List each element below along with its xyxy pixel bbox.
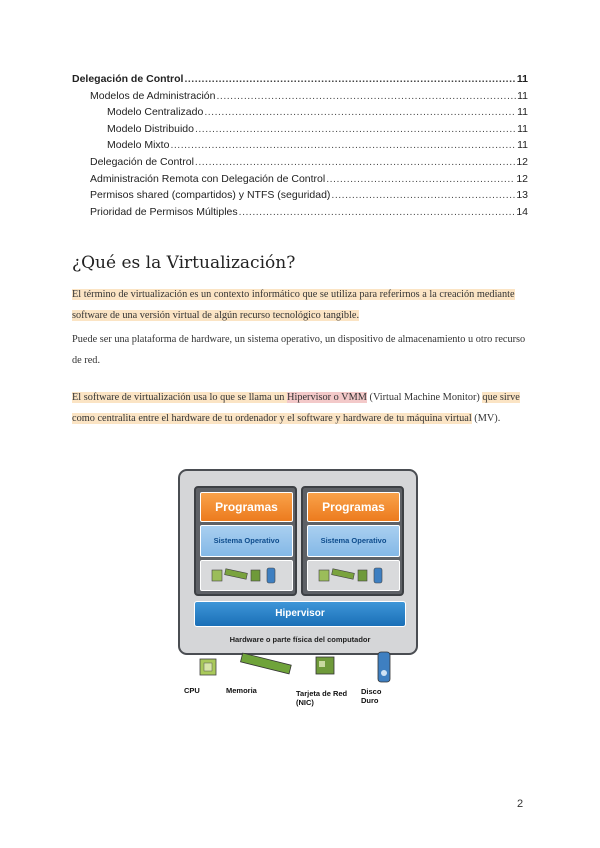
hardware-container — [178, 469, 418, 655]
programs-block: Programas — [200, 492, 293, 522]
toc-entry[interactable] — [72, 73, 528, 90]
toc-entry-label: Delegación de Control — [90, 155, 194, 168]
toc-entry[interactable] — [72, 173, 528, 190]
toc-leader-dots — [184, 73, 515, 85]
toc-leader-dots — [195, 123, 516, 135]
os-block: Sistema Operativo — [307, 525, 400, 557]
physical-components-icons — [178, 649, 423, 689]
memory-label: Memoria — [226, 686, 257, 695]
toc-leader-dots — [216, 90, 516, 102]
toc-entry-label: Prioridad de Permisos Múltiples — [90, 205, 238, 218]
toc-entry-page: 11 — [517, 89, 528, 102]
toc-entry[interactable] — [72, 156, 528, 173]
virtual-hardware-icons — [201, 561, 292, 590]
toc-entry[interactable] — [72, 206, 528, 223]
toc-entry[interactable] — [72, 189, 528, 206]
toc-entry-page: 14 — [516, 205, 528, 218]
nic-icon — [316, 657, 334, 674]
paragraph-hypervisor: El software de virtualización usa lo que se llama un Hipervisor o VMM (Virtual Machine Monitor) que sirve como centralita entre el hardware de tu ordenador y el software y hardware de tu máquina virtual (MV). — [72, 392, 520, 424]
memory-icon — [241, 653, 292, 674]
virtual-hardware-icons — [308, 561, 399, 590]
toc-entry-label: Permisos shared (compartidos) y NTFS (seguridad) — [90, 189, 331, 202]
programs-block: Programas — [307, 492, 400, 522]
table-of-contents — [72, 73, 528, 222]
paragraph-definition: El término de virtualización es un contexto informático que se utiliza para referirnos a la creación mediante software de una versión virtual de algún recurso tecnológico tangible. — [72, 289, 515, 321]
hard-disk-icon — [378, 652, 390, 682]
toc-entry-page: 13 — [516, 189, 528, 202]
hypervisor-block: Hipervisor — [194, 601, 406, 627]
toc-entry-label: Administración Remota con Delegación de Control — [90, 172, 326, 185]
paragraph-examples: Puede ser una plataforma de hardware, un sistema operativo, un dispositivo de almacenamiento u otro recurso de red. — [72, 334, 526, 366]
virtual-machine-1 — [194, 486, 297, 596]
toc-leader-dots — [331, 189, 515, 201]
nic-label: Tarjeta de Red (NIC) — [296, 689, 348, 707]
section-heading: ¿Qué es la Virtualización? — [72, 253, 296, 273]
toc-entry-label: Modelo Mixto — [107, 139, 170, 152]
os-block: Sistema Operativo — [200, 525, 293, 557]
virtual-machine-2 — [301, 486, 404, 596]
toc-entry[interactable] — [72, 90, 528, 107]
toc-entry-page: 11 — [516, 73, 528, 85]
toc-entry[interactable] — [72, 106, 528, 123]
toc-entry-page: 12 — [516, 172, 528, 185]
cpu-label: CPU — [184, 686, 200, 695]
toc-entry-label: Modelo Centralizado — [107, 106, 204, 119]
toc-entry-page: 11 — [517, 139, 528, 152]
page-number: 2 — [517, 798, 524, 810]
toc-entry[interactable] — [72, 123, 528, 140]
cpu-icon — [200, 659, 216, 675]
toc-leader-dots — [326, 173, 515, 185]
toc-entry-label: Delegación de Control — [72, 73, 184, 85]
toc-leader-dots — [239, 206, 516, 218]
toc-leader-dots — [204, 106, 516, 118]
virtual-hardware-block — [307, 560, 400, 591]
toc-entry-page: 12 — [516, 155, 528, 168]
disk-label: Disco Duro — [361, 687, 382, 705]
virtual-hardware-block — [200, 560, 293, 591]
toc-entry-label: Modelos de Administración — [90, 89, 216, 102]
virtualization-diagram — [178, 469, 423, 717]
hardware-label: Hardware o parte física del computador — [229, 635, 371, 644]
toc-entry-page: 11 — [517, 122, 528, 135]
toc-entry-label: Modelo Distribuido — [107, 122, 194, 135]
toc-leader-dots — [170, 139, 516, 151]
toc-entry-page: 11 — [517, 106, 528, 119]
toc-entry[interactable] — [72, 139, 528, 156]
toc-leader-dots — [195, 156, 515, 168]
